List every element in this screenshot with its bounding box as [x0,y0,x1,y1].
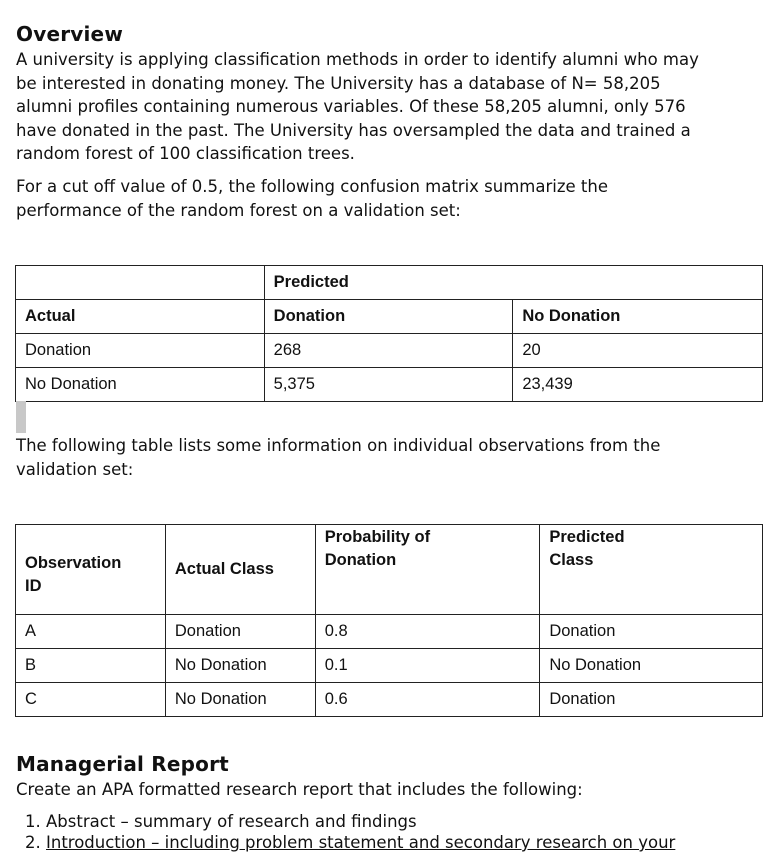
actual-class: No Donation [165,649,315,683]
actual-class-header: Actual Class [165,525,315,615]
cutoff-line: For a cut off value of 0.5, the following confusion matrix summarize the [16,177,608,196]
predicted-class: Donation [540,683,763,717]
cutoff-line: performance of the random forest on a validation set: [16,200,461,220]
cutoff-paragraph [16,175,756,222]
table-row [16,615,763,649]
table-header-row [16,525,763,615]
predicted-header: Predicted [264,266,762,300]
intro-line: The following table lists some information on individual observations from the [16,436,661,455]
overview-line: A university is applying classification methods in order to identify alumni who may [16,50,699,69]
report-intro: Create an APA formatted research report that includes the following: [16,780,583,799]
list-item: 2. Introduction – including problem statement and secondary research on your [46,832,769,853]
table-row [16,368,763,402]
predicted-class-header [540,525,763,615]
header-text: Predicted [549,528,625,546]
actual-class: No Donation [165,683,315,717]
row-label: No Donation [16,368,265,402]
probability: 0.1 [315,649,540,683]
row-label: Donation [16,334,265,368]
observations-intro [16,434,756,481]
managerial-report-heading: Managerial Report [16,752,229,776]
col-donation-header: Donation [264,300,513,334]
probability: 0.6 [315,683,540,717]
overview-paragraph [16,48,756,166]
confusion-matrix-table [15,265,763,402]
probability-header [315,525,540,615]
observation-id: A [16,615,166,649]
actual-class: Donation [165,615,315,649]
observations-table [15,524,763,717]
table-cell [16,266,265,300]
overview-line: be interested in donating money. The University has a database of N= 58,205 [16,73,661,93]
list-item: 1. Abstract – summary of research and findings [46,811,769,832]
header-text: Probability of [324,528,431,546]
col-no-donation-header: No Donation [513,300,763,334]
observation-id: B [16,649,166,683]
probability: 0.8 [315,615,540,649]
header-text: Class [549,551,594,569]
cell-value: 20 [513,334,763,368]
observation-id: C [16,683,166,717]
overview-line: have donated in the past. The University has oversampled the data and trained a [16,120,691,140]
actual-header: Actual [16,300,265,334]
table-row [16,683,763,717]
table-row [16,266,763,300]
table-row [16,649,763,683]
header-text: Observation [25,553,122,572]
cell-value: 5,375 [264,368,513,402]
selection-marker [16,401,26,433]
table-row [16,334,763,368]
overview-line: alumni profiles containing numerous variables. Of these 58,205 alumni, only 576 [16,97,686,116]
report-items-list [16,811,769,853]
intro-line: validation set: [16,459,134,479]
header-text: ID [25,576,42,595]
cell-value: 23,439 [513,368,763,402]
predicted-class: Donation [540,615,763,649]
overview-heading: Overview [16,22,124,46]
header-text: Donation [324,551,397,569]
overview-line: random forest of 100 classification trees. [16,144,355,163]
table-row [16,300,763,334]
observation-id-header [16,525,166,615]
predicted-class: No Donation [540,649,763,683]
cell-value: 268 [264,334,513,368]
